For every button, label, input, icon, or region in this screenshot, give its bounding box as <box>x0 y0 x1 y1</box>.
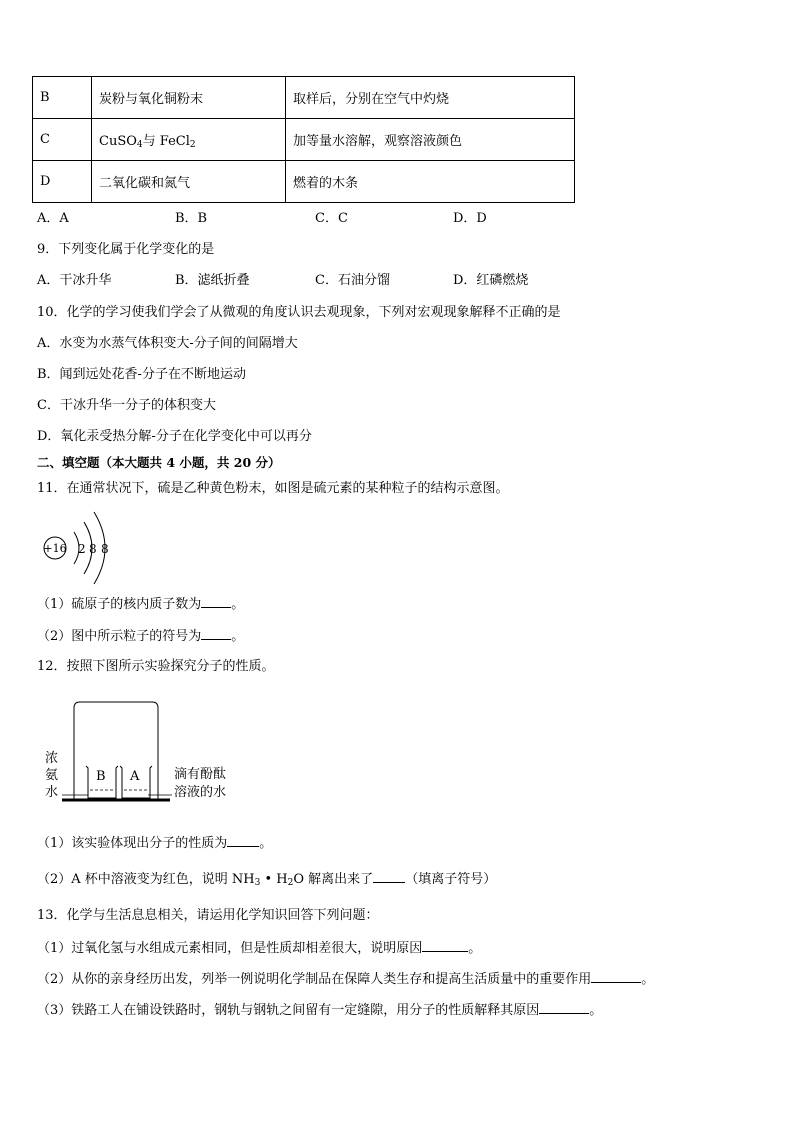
molecule-experiment-diagram <box>40 700 260 810</box>
option-d[interactable]: D．D <box>453 211 487 226</box>
nucleus-charge: +16 <box>43 542 67 555</box>
option-b[interactable]: B．B <box>175 211 208 226</box>
option-d[interactable]: D．红磷燃烧 <box>453 273 529 288</box>
table-row <box>33 77 575 119</box>
right-label: 滴有酚酞 溶液的水 <box>174 767 227 800</box>
row-method: 燃着的木条 <box>286 161 575 203</box>
option-c[interactable]: C．C <box>315 211 348 226</box>
q10-stem: 10．化学的学习使我们学会了从微观的角度认识去观现象，下列对宏观现象解释不正确的是 <box>37 305 561 320</box>
answer-blank[interactable] <box>539 1001 589 1014</box>
answer-blank[interactable] <box>373 870 405 883</box>
q13-stem: 13．化学与生活息息相关，请运用化学知识回答下列问题： <box>37 908 379 923</box>
q12-sub1: （1）该实验体现出分子的性质为 。 <box>37 836 273 851</box>
answer-blank[interactable] <box>422 939 468 952</box>
q13-sub3: （3）铁路工人在铺设铁路时，钢轨与钢轨之间留有一定缝隙，用分子的性质解释其原因 。 <box>37 1003 603 1018</box>
answer-blank[interactable] <box>201 627 231 640</box>
shell-electrons-3: 8 <box>101 542 109 556</box>
shell-electrons-2: 8 <box>89 542 97 556</box>
q11-sub2: （2）图中所示粒子的符号为 。 <box>37 629 245 644</box>
option-b[interactable]: B．闻到远处花香-分子在不断地运动 <box>37 367 246 382</box>
table-row <box>33 119 575 161</box>
q13-sub1: （1）过氧化氢与水组成元素相同，但是性质却相差很大，说明原因 。 <box>37 941 482 956</box>
row-method: 取样后，分别在空气中灼烧 <box>286 77 575 119</box>
row-substance: CuSO$_4$与 FeCl$_2$ <box>92 119 286 161</box>
option-b[interactable]: B．滤纸折叠 <box>175 273 250 288</box>
section-title: 二、填空题（本大题共 4 小题，共 20 分） <box>37 455 281 470</box>
q12-sub2: （2）A 杯中溶液变为红色，说明 $NH_3$ • $H_2O$ 解离出来了 （填离子符号） <box>37 872 497 888</box>
row-label: C <box>33 119 92 161</box>
answer-blank[interactable] <box>201 595 231 608</box>
q9-stem: 9．下列变化属于化学变化的是 <box>37 242 215 257</box>
beaker-b-label: B <box>96 769 106 784</box>
q12-stem: 12．按照下图所示实验探究分子的性质。 <box>37 659 275 674</box>
answer-blank[interactable] <box>591 970 641 983</box>
table-row <box>33 161 575 203</box>
option-a[interactable]: A．干冰升华 <box>37 273 112 288</box>
row-label: B <box>33 77 92 119</box>
answer-blank[interactable] <box>227 834 259 847</box>
q11-stem: 11．在通常状况下，硫是乙种黄色粉末，如图是硫元素的某种粒子的结构示意图。 <box>37 481 509 496</box>
option-c[interactable]: C．干冰升华一分子的体积变大 <box>37 398 216 413</box>
shell-electrons-1: 2 <box>78 542 86 556</box>
row-substance: 炭粉与氧化铜粉末 <box>92 77 286 119</box>
options-table <box>32 76 575 203</box>
row-method: 加等量水溶解，观察溶液颜色 <box>286 119 575 161</box>
option-d[interactable]: D．氧化汞受热分解-分子在化学变化中可以再分 <box>37 429 312 444</box>
atom-structure-diagram <box>40 510 120 586</box>
row-label: D <box>33 161 92 203</box>
option-c[interactable]: C．石油分馏 <box>315 273 390 288</box>
option-a[interactable]: A．A <box>37 211 69 226</box>
option-a[interactable]: A．水变为水蒸气体积变大-分子间的间隔增大 <box>37 336 298 351</box>
q13-sub2: （2）从你的亲身经历出发，列举一例说明化学制品在保障人类生存和提高生活质量中的重要作用 。 <box>37 972 655 987</box>
left-label: 浓 氨 水 <box>45 751 59 800</box>
q11-sub1: （1）硫原子的核内质子数为 。 <box>37 597 245 612</box>
beaker-a-label: A <box>130 769 140 784</box>
row-substance: 二氧化碳和氮气 <box>92 161 286 203</box>
